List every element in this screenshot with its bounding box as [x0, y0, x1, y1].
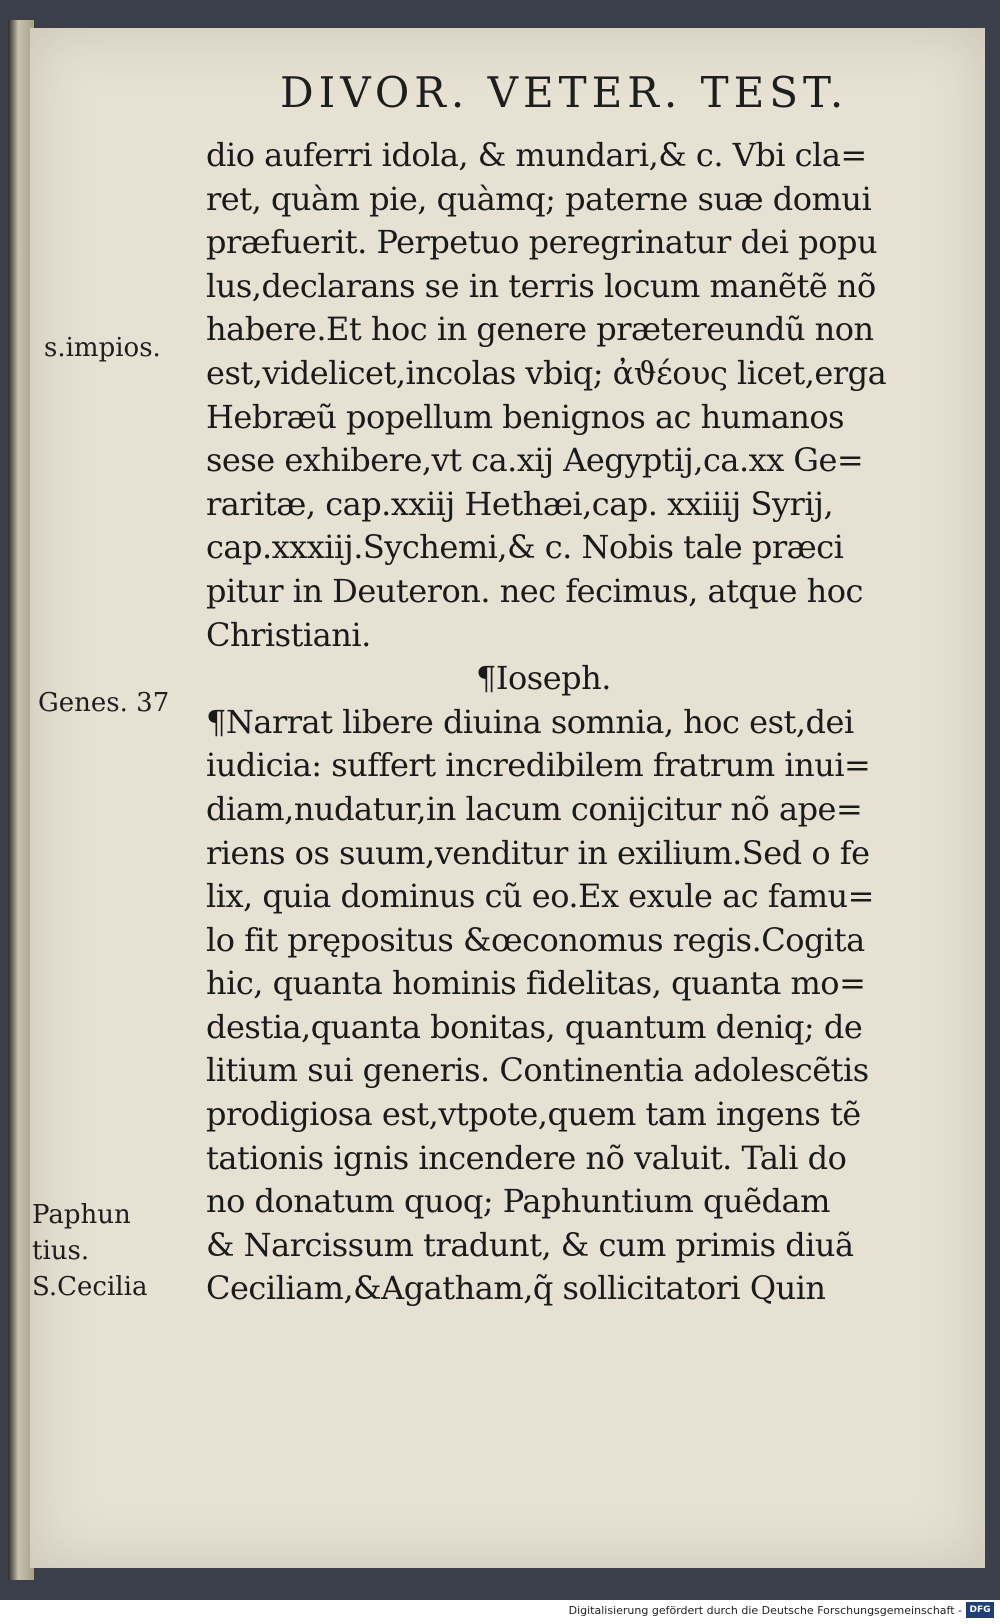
text-line: lo fit prępositus &œconomus regis.Cogita [206, 920, 865, 959]
section-heading: ¶Ioseph. [476, 659, 611, 698]
body-text [206, 134, 926, 1311]
margin-note-impios: s.impios. [44, 333, 161, 363]
text-line: præfuerit. Perpetuo peregrinatur dei popu [206, 223, 878, 262]
text-line: lus,declarans se in terris locum manẽtẽ nõ [206, 266, 876, 305]
text-line: Hebræũ popellum benignos ac humanos [206, 397, 845, 436]
book-page [30, 28, 985, 1568]
text-line: hic, quanta hominis fidelitas, quanta mo= [206, 964, 866, 1003]
text-line: litium sui generis. Continentia adolescẽtis [206, 1051, 869, 1090]
text-line: Ceciliam,&Agatham,q̃ sollicitatori Quin [206, 1269, 826, 1308]
text-line: est,videlicet,incolas vbiq; ἀϑέους licet,erga [206, 353, 887, 392]
text-line: riens os suum,venditur in exilium.Sed o fe [206, 833, 870, 872]
text-line: cap.xxxiij.Sychemi,& c. Nobis tale præci [206, 528, 844, 567]
margin-note-paphun: Paphun [32, 1200, 131, 1230]
text-line: ret, quàm pie, quàmq; paterne suæ domui [206, 179, 872, 218]
text-line: sese exhibere,vt ca.xij Aegyptij,ca.xx Ge= [206, 441, 864, 480]
footer-bar [0, 1600, 1000, 1624]
text-line: dio auferri idola, & mundari,& c. Vbi cla= [206, 136, 867, 174]
text-line: habere.Et hoc in genere prætereundũ non [206, 310, 874, 349]
text-line: ¶Narrat libere diuina somnia, hoc est,dei [206, 702, 854, 741]
text-line: destia,quanta bonitas, quantum deniq; de [206, 1007, 863, 1046]
text-line: tationis ignis incendere nõ valuit. Tali do [206, 1138, 847, 1177]
text-line: lix, quia dominus cũ eo.Ex exule ac famu= [206, 877, 874, 916]
margin-note-tius: tius. [32, 1236, 90, 1266]
text-line: raritæ, cap.xxiij Hethæi,cap. xxiiij Syrij, [206, 484, 834, 523]
text-line: & Narcissum tradunt, & cum primis diuã [206, 1225, 854, 1264]
text-line: no donatum quoq; Paphuntium quẽdam [206, 1182, 830, 1221]
funding-credit: Digitalisierung gefördert durch die Deutsche Forschungsgemeinschaft - [568, 1604, 962, 1617]
running-head: DIVOR. VETER. TEST. [280, 68, 849, 117]
text-line: iudicia: suffert incredibilem fratrum inui= [206, 746, 871, 785]
text-line: pitur in Deuteron. nec fecimus, atque hoc [206, 571, 863, 610]
margin-note-genesis: Genes. 37 [38, 688, 170, 718]
margin-note-cecilia: S.Cecilia [32, 1272, 148, 1302]
text-line: Christiani. [206, 615, 371, 654]
text-line: diam,nudatur,in lacum conijcitur nõ ape= [206, 789, 863, 828]
dfg-logo: DFG [966, 1602, 994, 1618]
text-line: prodigiosa est,vtpote,quem tam ingens tẽ [206, 1095, 861, 1134]
